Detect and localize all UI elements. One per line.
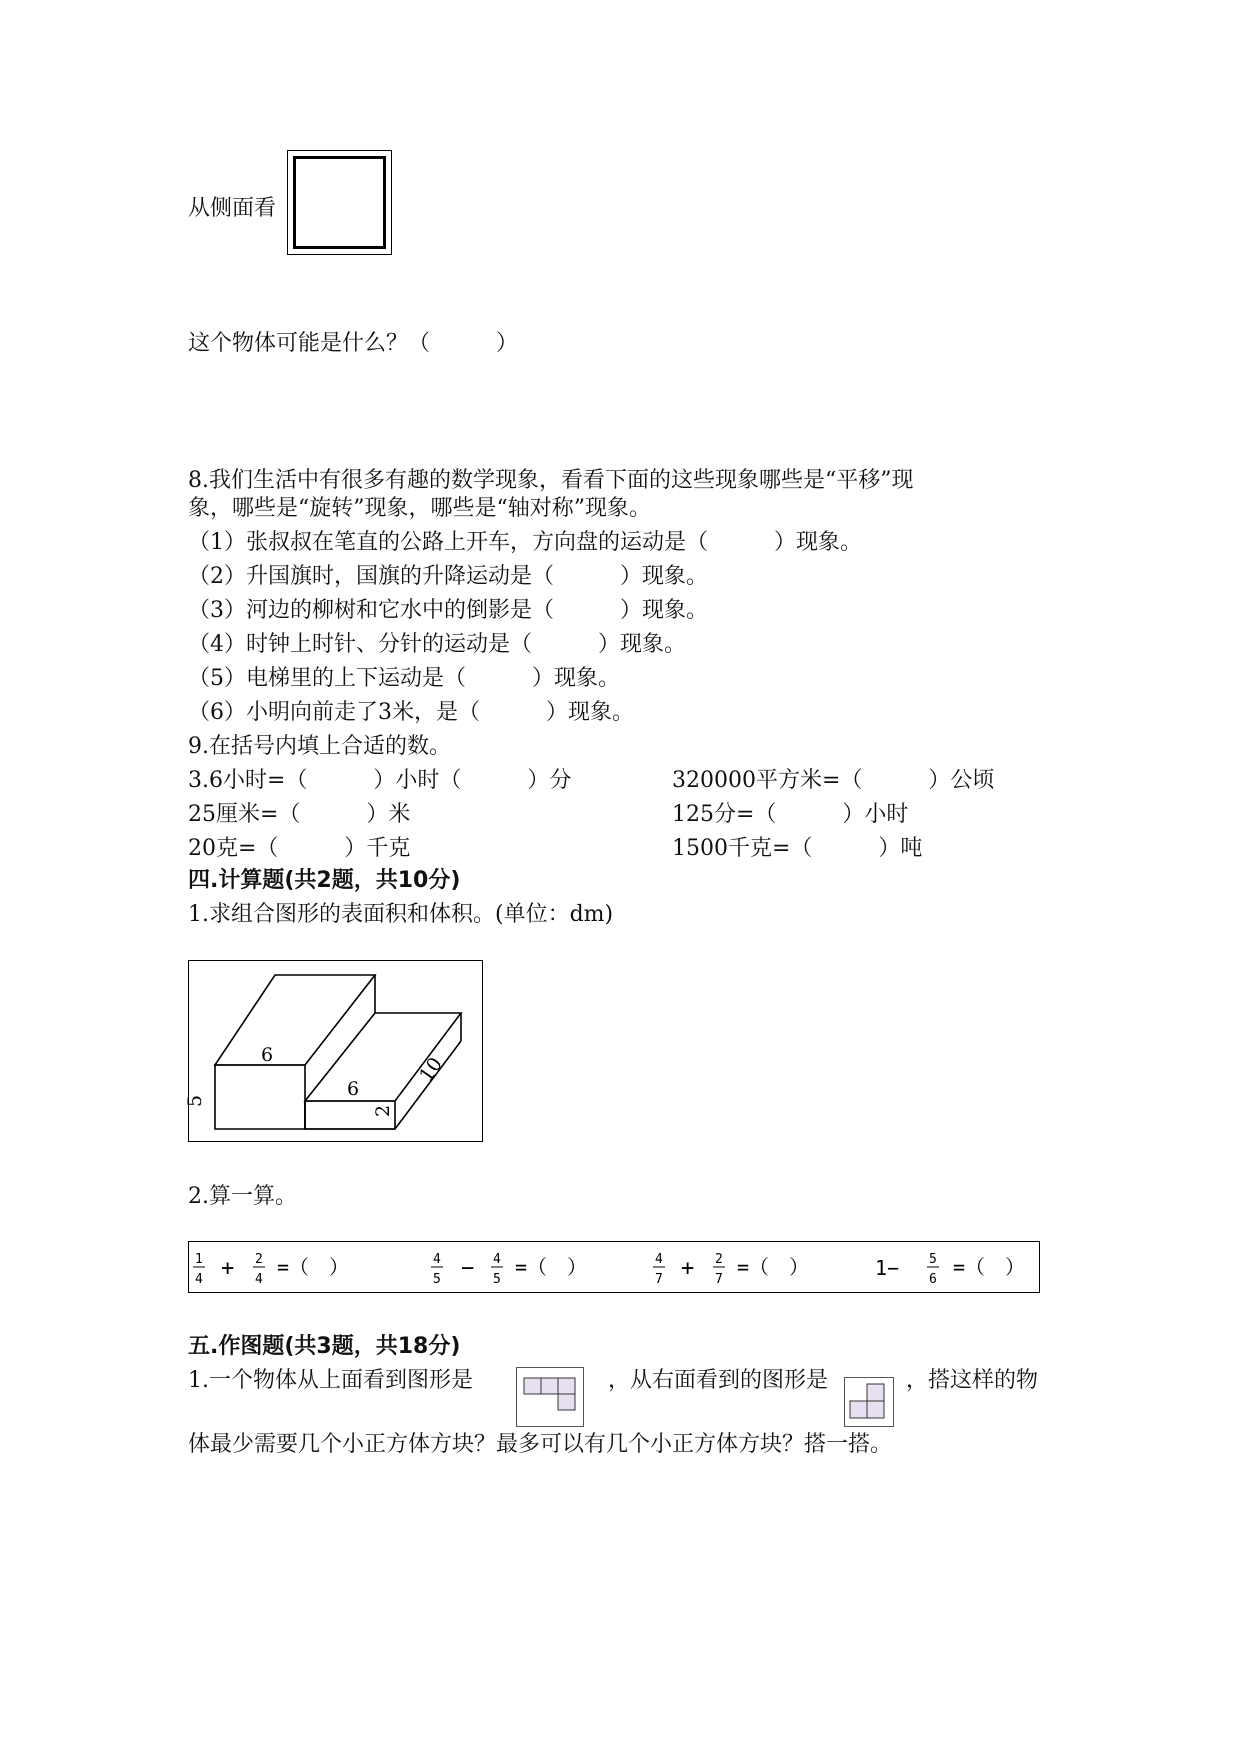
- q8-item-3: （3）河边的柳树和它水中的倒影是（ ）现象。: [188, 598, 708, 623]
- ex4-whole: 1−: [875, 1256, 900, 1280]
- section5-q1-line2: 体最少需要几个小正方体方块？最多可以有几个小正方体方块？搭一搭。: [188, 1432, 893, 1457]
- ex3-op: +: [681, 1256, 695, 1281]
- ex3-eq: =（ ）: [737, 1255, 810, 1279]
- ex1-a-num: 1: [195, 1252, 203, 1267]
- q8-item-5: （5）电梯里的上下运动是（ ）现象。: [188, 666, 620, 691]
- ex2-eq: =（ ）: [515, 1255, 588, 1279]
- ex1-b-den: 4: [255, 1272, 263, 1287]
- figure-label-top: 6: [261, 1044, 274, 1066]
- ex4-b-den: 6: [929, 1272, 937, 1287]
- section5-q1-part3: ，搭这样的物: [906, 1368, 1039, 1393]
- figure-label-left: 5: [184, 1094, 206, 1107]
- ex3-b-den: 7: [715, 1272, 723, 1287]
- top-view-shape-icon: [516, 1367, 584, 1427]
- q8-item-2: （2）升国旗时，国旗的升降运动是（ ）现象。: [188, 564, 708, 589]
- ex3-a-den: 7: [655, 1272, 663, 1287]
- ex4-eq: =（ ）: [953, 1255, 1026, 1279]
- side-view-label: 从侧面看: [188, 196, 277, 221]
- q9-left-2: 25厘米=（ ）米: [188, 802, 411, 827]
- q9-left-1: 3.6小时=（ ）小时（ ）分: [188, 768, 572, 793]
- composite-solid-figure: [184, 960, 483, 1142]
- figure-label-height: 2: [372, 1104, 394, 1117]
- q8-line2: 象，哪些是“旋转”现象，哪些是“轴对称”现象。: [188, 496, 651, 521]
- fraction-exercises: [188, 1241, 1040, 1293]
- ex1-a-den: 4: [195, 1272, 203, 1287]
- section5-q1-part1: 1.一个物体从上面看到图形是: [188, 1368, 473, 1393]
- ex4-b-num: 5: [929, 1252, 937, 1267]
- figure-label-step: 6: [347, 1078, 360, 1100]
- ex2-b-num: 4: [493, 1252, 501, 1267]
- q9-title: 9.在括号内填上合适的数。: [188, 734, 451, 759]
- ex1-eq: =（ ）: [277, 1255, 350, 1279]
- q8-item-6: （6）小明向前走了3米，是（ ）现象。: [188, 700, 634, 725]
- q8-item-1: （1）张叔叔在笔直的公路上开车，方向盘的运动是（ ）现象。: [188, 530, 862, 555]
- q9-right-2: 125分=（ ）小时: [672, 802, 909, 827]
- ex2-op: −: [461, 1256, 475, 1281]
- q9-right-3: 1500千克=（ ）吨: [672, 836, 923, 861]
- section5-q1-part2: ，从右面看到的图形是: [608, 1368, 829, 1393]
- section4-q2: 2.算一算。: [188, 1184, 297, 1209]
- q8-item-4: （4）时钟上时针、分针的运动是（ ）现象。: [188, 632, 686, 657]
- section4-title: 四.计算题(共2题，共10分): [188, 868, 461, 893]
- q9-left-3: 20克=（ ）千克: [188, 836, 411, 861]
- ex1-op: +: [221, 1256, 235, 1281]
- ex2-a-den: 5: [433, 1272, 441, 1287]
- ex3-a-num: 4: [655, 1252, 663, 1267]
- ex1-b-num: 2: [255, 1252, 263, 1267]
- q9-right-1: 320000平方米=（ ）公顷: [672, 768, 995, 793]
- right-view-shape-icon: [844, 1377, 894, 1427]
- ex3-b-num: 2: [715, 1252, 723, 1267]
- q8-line1: 8.我们生活中有很多有趣的数学现象，看看下面的这些现象哪些是“平移”现: [188, 468, 914, 493]
- figure-label-depth: 10: [415, 1053, 447, 1086]
- side-view-square: [287, 150, 392, 255]
- q7-question: 这个物体可能是什么？（ ）: [188, 331, 519, 356]
- section5-title: 五.作图题(共3题，共18分): [188, 1334, 461, 1359]
- ex2-b-den: 5: [493, 1272, 501, 1287]
- section4-q1: 1.求组合图形的表面积和体积。(单位：dm): [188, 902, 614, 927]
- ex2-a-num: 4: [433, 1252, 441, 1267]
